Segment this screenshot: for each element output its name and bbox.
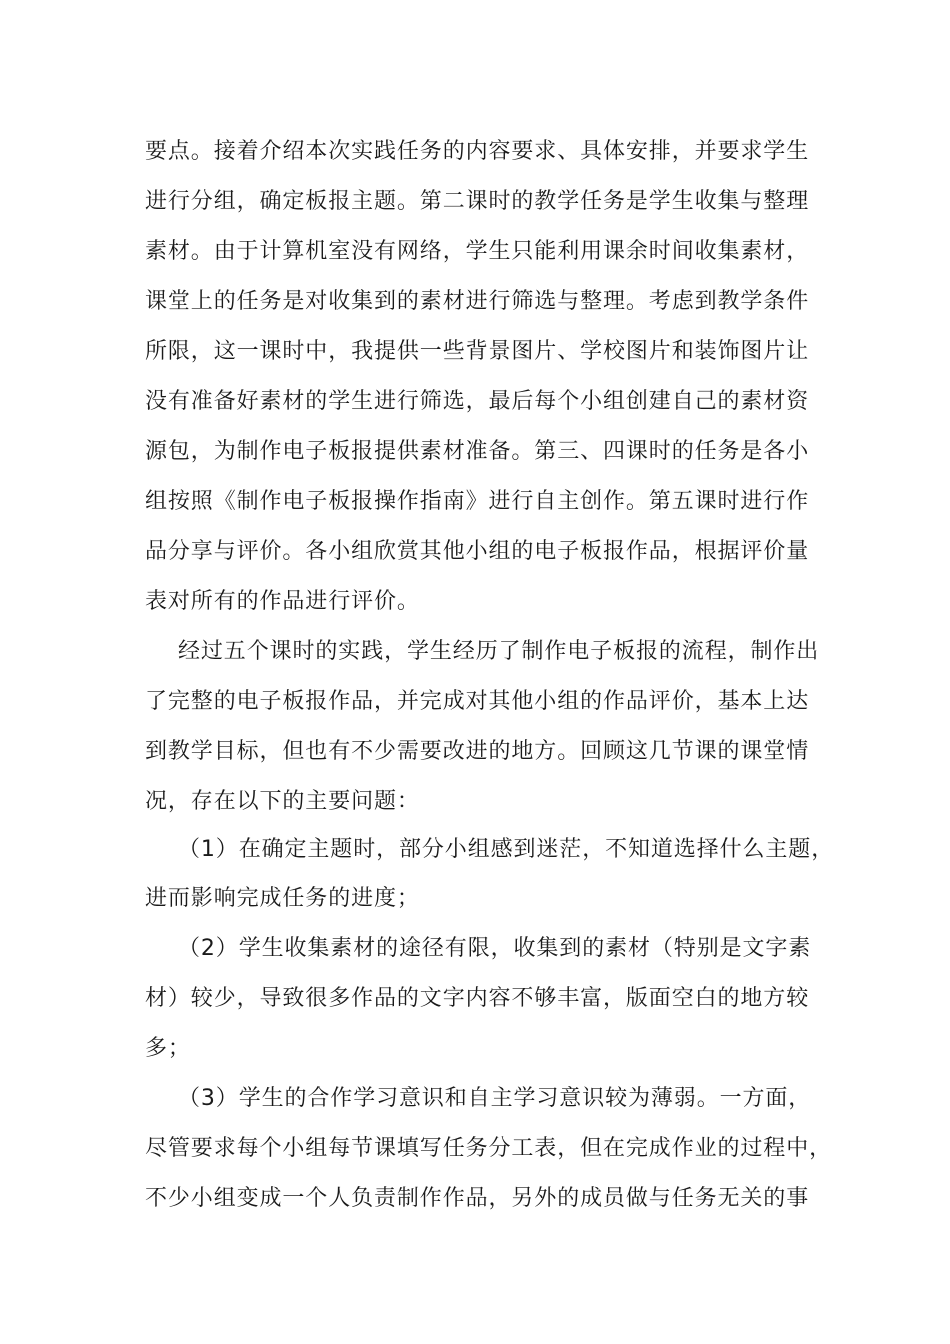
paragraph-2-line-3: 到教学目标，但也有不少需要改进的地方。回顾这几节课的课堂情: [145, 739, 810, 764]
paragraph-1-line-10: 表对所有的作品进行评价。: [145, 589, 420, 614]
paragraph-3-line-1: （1）在确定主题时，部分小组感到迷茫，不知道选择什么主题，: [178, 837, 835, 862]
paragraph-5-line-3: 不少小组变成一个人负责制作作品，另外的成员做与任务无关的事: [145, 1186, 810, 1211]
paragraph-2-line-1: 经过五个课时的实践，学生经历了制作电子板报的流程，制作出: [178, 639, 820, 664]
paragraph-1-line-8: 组按照《制作电子板报操作指南》进行自主创作。第五课时进行作: [145, 489, 810, 514]
paragraph-4-line-3: 多；: [145, 1036, 191, 1061]
paragraph-4-line-2: 材）较少，导致很多作品的文字内容不够丰富，版面空白的地方较: [145, 986, 810, 1011]
paragraph-1-line-1: 要点。接着介绍本次实践任务的内容要求、具体安排，并要求学生: [145, 139, 810, 164]
paragraph-4-line-1: （2）学生收集素材的途径有限，收集到的素材（特别是文字素: [178, 936, 812, 961]
paragraph-1-line-7: 源包，为制作电子板报提供素材准备。第三、四课时的任务是各小: [145, 439, 810, 464]
paragraph-1-line-6: 没有准备好素材的学生进行筛选，最后每个小组创建自己的素材资: [145, 389, 810, 414]
paragraph-1-line-5: 所限，这一课时中，我提供一些背景图片、学校图片和装饰图片让: [145, 339, 810, 364]
paragraph-1-line-3: 素材。由于计算机室没有网络，学生只能利用课余时间收集素材，: [145, 239, 810, 264]
paragraph-5-line-2: 尽管要求每个小组每节课填写任务分工表，但在完成作业的过程中，: [145, 1136, 833, 1161]
paragraph-1-line-4: 课堂上的任务是对收集到的素材进行筛选与整理。考虑到教学条件: [145, 289, 810, 314]
paragraph-1-line-2: 进行分组，确定板报主题。第二课时的教学任务是学生收集与整理: [145, 189, 810, 214]
paragraph-2-line-4: 况，存在以下的主要问题：: [145, 789, 420, 814]
paragraph-2-line-2: 了完整的电子板报作品，并完成对其他小组的作品评价，基本上达: [145, 689, 810, 714]
paragraph-3-line-2: 进而影响完成任务的进度；: [145, 886, 420, 911]
paragraph-1-line-9: 品分享与评价。各小组欣赏其他小组的电子板报作品，根据评价量: [145, 539, 810, 564]
paragraph-5-line-1: （3）学生的合作学习意识和自主学习意识较为薄弱。一方面，: [178, 1086, 812, 1111]
